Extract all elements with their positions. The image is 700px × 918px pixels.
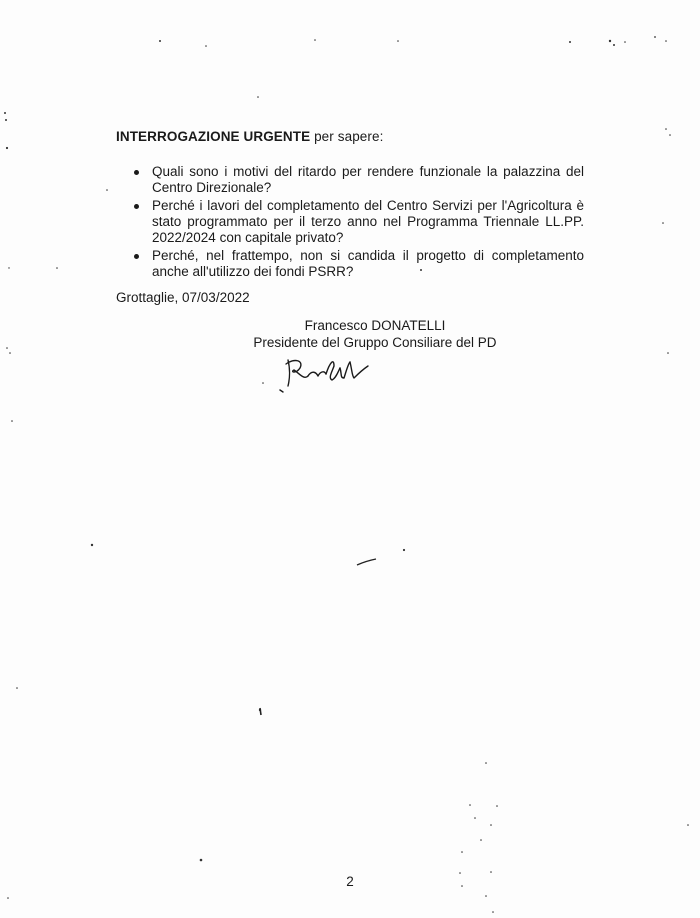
list-item — [116, 248, 584, 280]
page-number: 2 — [346, 874, 354, 889]
heading — [116, 129, 383, 144]
list-item — [116, 198, 584, 246]
signature-icon — [276, 352, 376, 396]
heading-title: INTERROGAZIONE URGENTE — [116, 129, 311, 144]
bullet-icon — [134, 254, 139, 259]
question-list — [116, 164, 584, 282]
signer-name: Francesco DONATELLI — [304, 318, 446, 333]
place-date: Grottaglie, 07/03/2022 — [116, 290, 250, 305]
bullet-icon — [134, 204, 139, 209]
signer-role: Presidente del Gruppo Consiliare del PD — [253, 335, 497, 350]
question-text: Quali sono i motivi del ritardo per rendere funzionale la palazzina del Centro Direzionale? — [152, 164, 584, 195]
question-text: Perché i lavori del completamento del Centro Servizi per l'Agricoltura è stato programmato per il terzo anno nel Programma Triennale LL.PP. 2022/2024 con capitale privato? — [152, 198, 584, 245]
question-text: Perché, nel frattempo, non si candida il progetto di completamento anche all'utilizzo dei fondi PSRR? — [152, 248, 584, 279]
list-item — [116, 164, 584, 196]
heading-subtitle: per sapere: — [310, 129, 384, 144]
bullet-icon — [134, 170, 139, 175]
